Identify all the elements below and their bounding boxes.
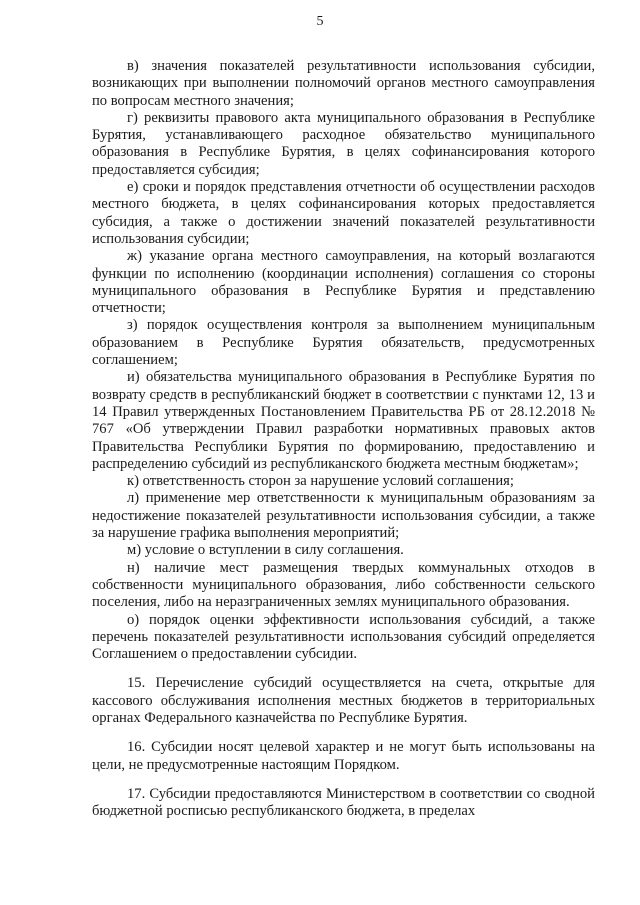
paragraph-clause-15: 15. Перечисление субсидий осуществляется на счета, открытые для кассового обслуживания исполнения местных бюджетов в территориальных органах Федерального казначейства по Республике Бурятия. — [92, 675, 595, 726]
paragraph-clause-16: 16. Субсидии носят целевой характер и не могут быть использованы на цели, не предусмотренные настоящим Порядком. — [92, 739, 595, 773]
paragraph-item-i: и) обязательства муниципального образования в Республике Бурятия по возврату средств в республиканский бюджет в соответствии с пунктами 12, 13 и 14 Правил утвержденных Постановлением Правительства РБ от 28.12.2018 № 767 «Об утверждении Правил разработки нормативных правовых актов Правительства Республики Бурятия по формированию, предоставлению и распределению субсидий из республиканского бюджета местным бюджетам»; — [92, 369, 595, 472]
paragraph-item-z: з) порядок осуществления контроля за выполнением муниципальным образованием в Республике Бурятия обязательств, предусмотренных соглашением; — [92, 317, 595, 369]
paragraph-item-g: г) реквизиты правового акта муниципального образования в Республике Бурятия, устанавливающего расходное обязательство муниципального образования в Республике Бурятия, в целях софинансирования которого предоставляется субсидия; — [92, 109, 595, 178]
paragraph-clause-17: 17. Субсидии предоставляются Министерством в соответствии со сводной бюджетной росписью республиканского бюджета, в пределах — [92, 785, 595, 820]
paragraph-item-v: в) значения показателей результативности использования субсидии, возникающих при выполнении полномочий органов местного самоуправления по вопросам местного значения; — [92, 58, 595, 109]
paragraph-item-e: е) сроки и порядок представления отчетности об осуществлении расходов местного бюджета, в целях софинансирования которых предоставляется субсидия, а также о достижении значений показателей результативности использования субсидии; — [92, 179, 595, 247]
paragraph-item-n: н) наличие мест размещения твердых коммунальных отходов в собственности муниципального образования, либо собственности сельского поселения, либо на неразграниченных землях муниципального образования. — [92, 559, 595, 611]
paragraph-item-m: м) условие о вступлении в силу соглашения. — [127, 542, 404, 559]
paragraph-item-o: о) порядок оценки эффективности использования субсидий, а также перечень показателей результативности использования субсидий определяется Соглашением о предоставлении субсидии. — [92, 611, 595, 663]
paragraph-item-k: к) ответственность сторон за нарушение условий соглашения; — [127, 473, 514, 490]
paragraph-item-l: л) применение мер ответственности к муниципальным образованиям за недостижение показателей результативности использования субсидии, а также за нарушение графика выполнения мероприятий; — [92, 490, 595, 542]
page-number: 5 — [316, 14, 324, 29]
document-body — [92, 58, 595, 820]
paragraph-item-zh: ж) указание органа местного самоуправления, на который возлагаются функции по исполнению (координации исполнения) соглашения со стороны муниципального образования в Республике Бурятия и представлению отчетности; — [92, 248, 595, 317]
